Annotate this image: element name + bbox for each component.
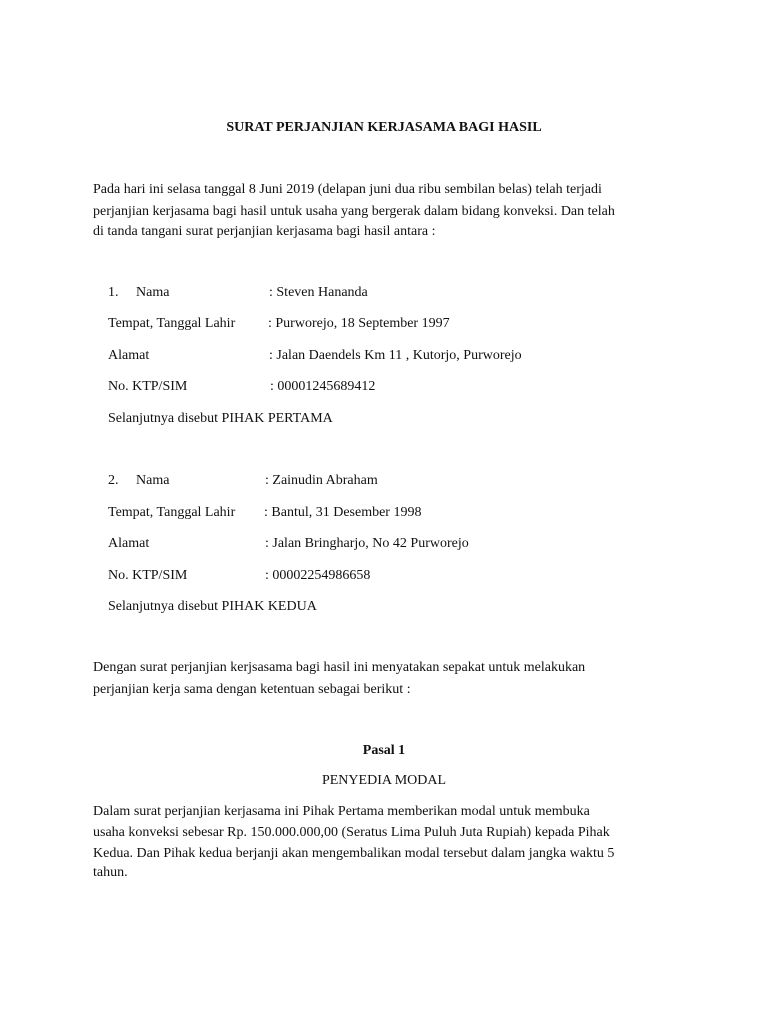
party2-address-value: : Jalan Bringharjo, No 42 Purworejo: [265, 536, 469, 551]
party2-ktp-value: : 00002254986658: [265, 568, 371, 583]
pasal1-heading: Pasal 1: [362, 743, 406, 758]
party1-address-label: Alamat: [108, 348, 150, 363]
pasal1-body-line-4: tahun.: [93, 865, 128, 880]
party2-address-label: Alamat: [108, 536, 150, 551]
document-title: SURAT PERJANJIAN KERJASAMA BAGI HASIL: [226, 120, 542, 135]
party2-ktp-label: No. KTP/SIM: [108, 568, 188, 583]
party1-ktp-value: : 00001245689412: [270, 379, 376, 394]
party2-designation: Selanjutnya disebut PIHAK KEDUA: [108, 599, 317, 614]
agreement-line-2: perjanjian kerja sama dengan ketentuan sebagai berikut :: [93, 682, 411, 697]
pasal1-body-line-1: Dalam surat perjanjian kerjasama ini Pihak Pertama memberikan modal untuk membuka: [93, 804, 590, 819]
party1-designation: Selanjutnya disebut PIHAK PERTAMA: [108, 411, 333, 426]
party1-birth-label: Tempat, Tanggal Lahir: [108, 316, 236, 331]
party1-name-label: Nama: [136, 285, 170, 300]
pasal1-subheading: PENYEDIA MODAL: [321, 773, 447, 788]
party1-number: 1.: [108, 285, 119, 300]
party1-address-value: : Jalan Daendels Km 11 , Kutorjo, Purworejo: [269, 348, 522, 363]
agreement-line-1: Dengan surat perjanjian kerjsasama bagi hasil ini menyatakan sepakat untuk melakukan: [93, 660, 586, 675]
party2-birth-label: Tempat, Tanggal Lahir: [108, 505, 236, 520]
intro-line-3: di tanda tangani surat perjanjian kerjasama bagi hasil antara :: [93, 224, 436, 239]
intro-line-1: Pada hari ini selasa tanggal 8 Juni 2019 (delapan juni dua ribu sembilan belas) telah terjadi: [93, 182, 602, 197]
party2-name-value: : Zainudin Abraham: [265, 473, 378, 488]
pasal1-body-line-2: usaha konveksi sebesar Rp. 150.000.000,00 (Seratus Lima Puluh Juta Rupiah) kepada Pihak: [93, 825, 610, 840]
party2-name-label: Nama: [136, 473, 170, 488]
intro-line-2: perjanjian kerjasama bagi hasil untuk usaha yang bergerak dalam bidang konveksi. Dan telah: [93, 204, 615, 219]
pasal1-body-line-3: Kedua. Dan Pihak kedua berjanji akan mengembalikan modal tersebut dalam jangka waktu 5: [93, 846, 615, 861]
party1-name-value: : Steven Hananda: [269, 285, 368, 300]
party1-birth-value: : Purworejo, 18 September 1997: [268, 316, 450, 331]
party2-number: 2.: [108, 473, 119, 488]
party2-birth-value: : Bantul, 31 Desember 1998: [264, 505, 422, 520]
party1-ktp-label: No. KTP/SIM: [108, 379, 188, 394]
